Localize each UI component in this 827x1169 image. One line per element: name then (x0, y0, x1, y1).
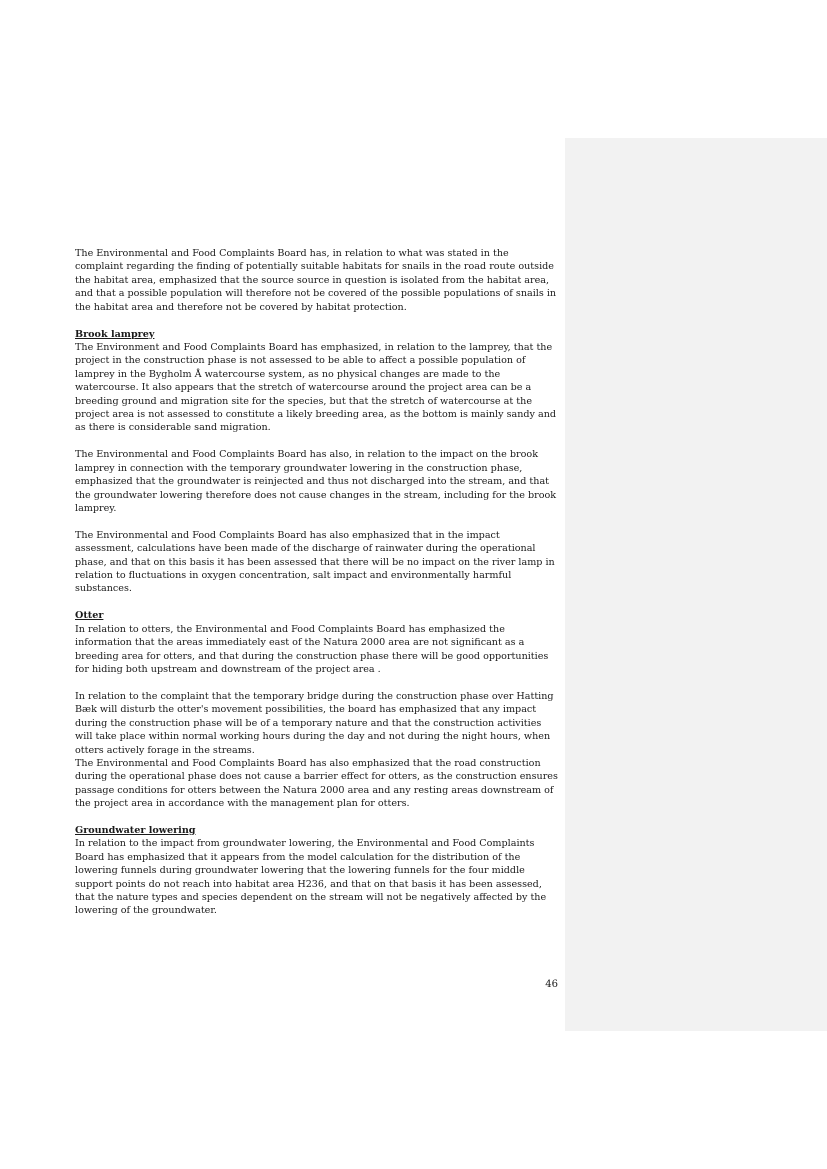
paragraph-groundwater-funnels: In relation to the impact from groundwater lowering, the Environmental and Food Complaints Board has emphasized that it appears from the model calculation for the distribution of the lowering funnels during groundwater lowering that the lowering funnels for the four middle support points do not reach into habitat area H236, and that on that basis it has been assessed, that the nature types and species dependent on the stream will not be negatively affected by the lowering of the groundwater. (75, 838, 547, 917)
comment-pane (565, 138, 827, 1031)
page-number: 46 (545, 979, 558, 990)
heading-groundwater-lowering: Groundwater lowering (75, 825, 196, 837)
heading-otter: Otter (75, 610, 104, 622)
paragraph-snail-habitat: The Environmental and Food Complaints Board has, in relation to what was stated in the complaint regarding the finding of potentially suitable habitats for snails in the road route outside the habitat area, emphasized that the source source in question is isolated from the habitat area, and that a possible population will therefore not be covered of the possible populations of snails in the habitat area and therefore not be covered by habitat protection. (75, 248, 557, 313)
paragraph-lamprey-rainwater: The Environmental and Food Complaints Board has also emphasized that in the impact assessment, calculations have been made of the discharge of rainwater during the operational phase, and that on this basis it has been assessed that there will be no impact on the river lamp in relation to fluctuations in oxygen concentration, salt impact and environmentally harmful substances. (75, 529, 555, 595)
paragraph-otter-barrier: The Environmental and Food Complaints Board has also emphasized that the road construction during the operational phase does not cause a barrier effect for otters, as the construction ensures passage conditions for otters between the Natura 2000 area and any resting areas downstream of the project area in accordance with the management plan for otters. (75, 757, 558, 810)
paragraph-otter-breeding: In relation to otters, the Environmental and Food Complaints Board has emphasized the information that the areas immediately east of the Natura 2000 area are not significant as a breeding area for otters, and that during the construction phase there will be good opportunities for hiding both upstream and downstream of the project area . (75, 623, 549, 675)
paragraph-lamprey-groundwater: The Environmental and Food Complaints Board has also, in relation to the impact on the brook lamprey in connection with the temporary groundwater lowering in the construction phase, emphasized that the groundwater is reinjected and thus not discharged into the stream, and that the groundwater lowering therefore does not cause changes in the stream, including for the brook lamprey. (75, 449, 557, 514)
paragraph-lamprey-construction: The Environment and Food Complaints Board has emphasized, in relation to the lamprey, that the project in the construction phase is not assessed to be able to affect a possible population of lamprey in the Bygholm Å watercourse system, as no physical changes are made to the watercourse. It also appears that the stretch of watercourse around the project area can be a breeding ground and migration site for the species, but that the stretch of watercourse at the project area is not assessed to constitute a likely breeding area, as the bottom is mainly sandy and as there is considerable sand migration. (75, 341, 557, 434)
paragraph-otter-bridge: In relation to the complaint that the temporary bridge during the construction phase over Hatting Bæk will disturb the otter's movement possibilities, the board has emphasized that any impact during the construction phase will be of a temporary nature and that the construction activities will take place within normal working hours during the day and not during the night hours, when otters actively forage in the streams. (75, 690, 554, 756)
document-body (75, 247, 559, 931)
heading-brook-lamprey: Brook lamprey (75, 328, 155, 340)
